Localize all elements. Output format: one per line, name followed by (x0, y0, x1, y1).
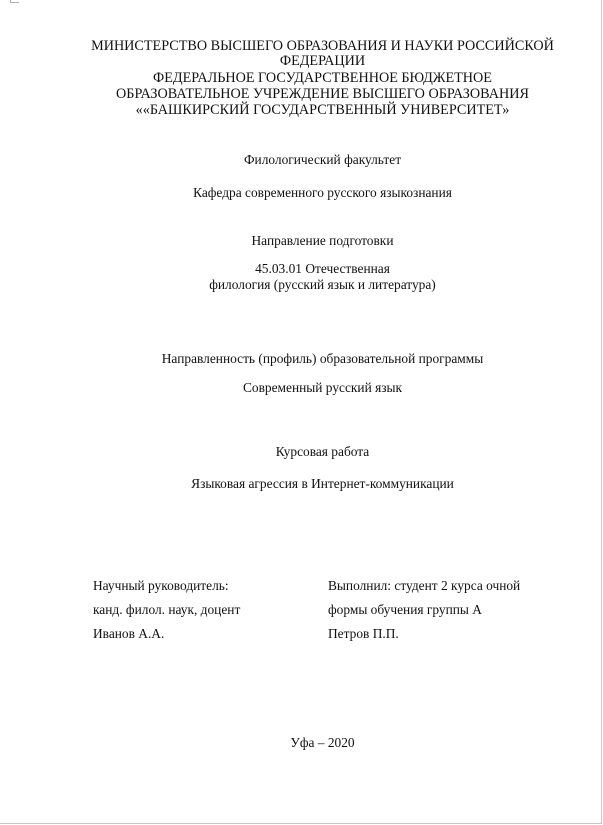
work-title: Языковая агрессия в Интернет-коммуникации (191, 476, 454, 491)
institution-type-line-1: ФЕДЕРАЛЬНОЕ ГОСУДАРСТВЕННОЕ БЮДЖЕТНОЕ (153, 70, 492, 86)
department-name: Кафедра современного русского языкознания (193, 185, 452, 200)
direction-label: Направление подготовки (251, 233, 394, 248)
student-label: Выполнил: студент 2 курса очной (328, 578, 521, 593)
student-name: Петров П.П. (328, 626, 399, 641)
work-type: Курсовая работа (275, 444, 370, 459)
university-name: ««БАШКИРСКИЙ ГОСУДАРСТВЕННЫЙ УНИВЕРСИТЕТ» (135, 102, 510, 118)
city-year: Уфа – 2020 (290, 735, 355, 750)
supervisor-degree: канд. филол. наук, доцент (93, 602, 241, 617)
supervisor-label: Научный руководитель: (93, 578, 229, 593)
ministry-line-1: МИНИСТЕРСТВО ВЫСШЕГО ОБРАЗОВАНИЯ И НАУКИ РОССИЙСКОЙ (91, 38, 554, 54)
direction-name: филология (русский язык и литература) (209, 277, 436, 292)
page-corner-mark (10, 0, 19, 3)
institution-type-line-2: ОБРАЗОВАТЕЛЬНОЕ УЧРЕЖДЕНИЕ ВЫСШЕГО ОБРАЗОВАНИЯ (116, 86, 529, 102)
direction-code: 45.03.01 Отечественная (255, 261, 390, 276)
supervisor-name: Иванов А.А. (93, 626, 165, 641)
faculty-name: Филологический факультет (243, 152, 402, 167)
ministry-line-2: ФЕДЕРАЦИИ (279, 53, 366, 69)
profile-value: Современный русский язык (242, 380, 403, 395)
profile-label: Направленность (профиль) образовательной программы (161, 351, 484, 366)
student-group: формы обучения группы А (328, 602, 482, 617)
